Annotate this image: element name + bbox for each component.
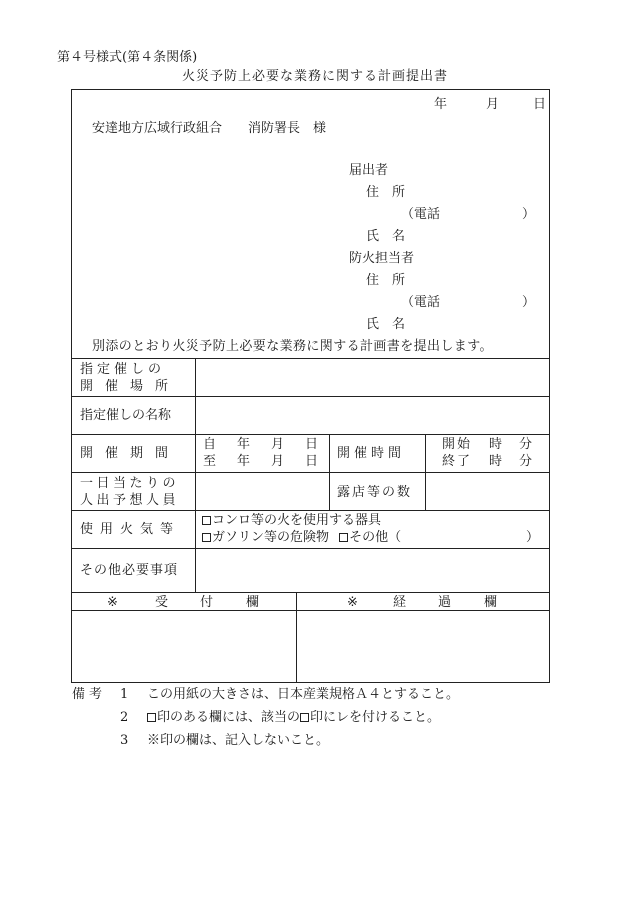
submitter-phone-close: ） (522, 207, 536, 222)
period-label: 開催期間 (80, 446, 181, 461)
period-from-day: 日 (305, 437, 319, 452)
rule-name-top (71, 396, 550, 397)
reception-char-2: 付 (200, 595, 214, 610)
submitter-name: 氏 名 (366, 229, 406, 244)
statement: 別添のとおり火災予防上必要な業務に関する計画書を提出します。 (92, 339, 493, 354)
fire-officer-label: 防火担当者 (349, 251, 415, 266)
fire-option-other-close: ） (526, 530, 540, 545)
note-2-text (147, 711, 440, 724)
note-1-number: 1 (120, 687, 129, 702)
stalls-label: 露店等の数 (337, 485, 413, 500)
fire-officer-address: 住 所 (366, 273, 406, 288)
reception-char-1: 受 (155, 595, 169, 610)
rule-venue-top (71, 358, 550, 359)
progress-char-3: 欄 (484, 595, 498, 610)
notes-label: 備考 (72, 687, 107, 702)
period-from: 自 (203, 437, 217, 452)
rule-office-top (71, 592, 550, 593)
note-1-text: この用紙の大きさは、日本産業規格Ａ４とすること。 (147, 687, 460, 702)
rule-label-column (195, 358, 196, 592)
progress-mark: ※ (347, 595, 358, 610)
fire-officer-name: 氏 名 (366, 317, 406, 332)
note-2-text-a: 印のある欄には、該当の (157, 710, 301, 725)
rule-office-header (71, 610, 550, 611)
period-from-year: 年 (237, 437, 251, 452)
rule-other-top (71, 548, 550, 549)
time-end-hour: 時 (489, 454, 503, 469)
reception-char-3: 欄 (246, 595, 260, 610)
period-to-month: 月 (271, 454, 285, 469)
rule-right-column (425, 434, 426, 510)
form-number: 第４号様式(第４条関係) (57, 50, 198, 65)
fire-option-hazardous-label: ガソリン等の危険物 (212, 530, 330, 545)
submitter-label: 届出者 (349, 163, 389, 178)
time-label: 開催時間 (337, 446, 406, 461)
time-start-minute: 分 (519, 437, 533, 452)
venue-label-line1: 指定催しの (80, 362, 166, 377)
fire-option-stove (202, 514, 381, 527)
venue-label-line2: 開催場所 (80, 379, 181, 394)
period-to: 至 (203, 454, 217, 469)
rule-office-split (296, 592, 297, 683)
fire-use-label: 使用火気等 (80, 522, 181, 537)
checkbox-icon (147, 713, 156, 722)
addressee: 安達地方広域行政組合 消防署長 様 (92, 121, 327, 136)
submitter-phone: （電話 (401, 207, 441, 222)
period-from-month: 月 (271, 437, 285, 452)
period-to-day: 日 (305, 454, 319, 469)
note-3-text: ※印の欄は、記入しないこと。 (147, 733, 330, 748)
time-end-minute: 分 (519, 454, 533, 469)
period-to-year: 年 (237, 454, 251, 469)
fire-officer-phone: （電話 (401, 295, 441, 310)
checkbox-icon[interactable] (202, 516, 211, 525)
checkbox-icon[interactable] (202, 533, 211, 542)
time-start: 開始 (442, 437, 473, 452)
date-day: 日 (533, 97, 547, 112)
event-name-label: 指定催しの名称 (80, 408, 172, 423)
progress-char-2: 過 (438, 595, 452, 610)
time-start-hour: 時 (489, 437, 503, 452)
rule-period-top (71, 434, 550, 435)
fire-option-hazardous (202, 531, 401, 544)
note-3-number: 3 (120, 733, 129, 748)
reception-mark: ※ (107, 595, 118, 610)
date-month: 月 (486, 97, 500, 112)
note-2-number: 2 (120, 710, 129, 725)
fire-officer-phone-close: ） (522, 295, 536, 310)
attendance-label-line2: 人出予想人員 (80, 493, 180, 508)
attendance-label-line1: 一日当たりの (80, 476, 180, 491)
fire-option-other-label: その他（ (349, 530, 402, 545)
rule-attendance-top (71, 472, 550, 473)
checkbox-icon[interactable] (339, 533, 348, 542)
progress-char-1: 経 (393, 595, 407, 610)
submitter-address: 住 所 (366, 185, 406, 200)
time-end: 終了 (442, 454, 473, 469)
rule-fire-top (71, 510, 550, 511)
form-title: 火災予防上必要な業務に関する計画提出書 (181, 69, 448, 84)
checkbox-icon (300, 713, 309, 722)
note-2-text-b: 印にレを付けること。 (310, 710, 441, 725)
other-label: その他必要事項 (80, 563, 179, 578)
fire-option-stove-label: コンロ等の火を使用する器具 (212, 513, 382, 528)
rule-mid-column (329, 434, 330, 510)
date-year: 年 (434, 97, 448, 112)
